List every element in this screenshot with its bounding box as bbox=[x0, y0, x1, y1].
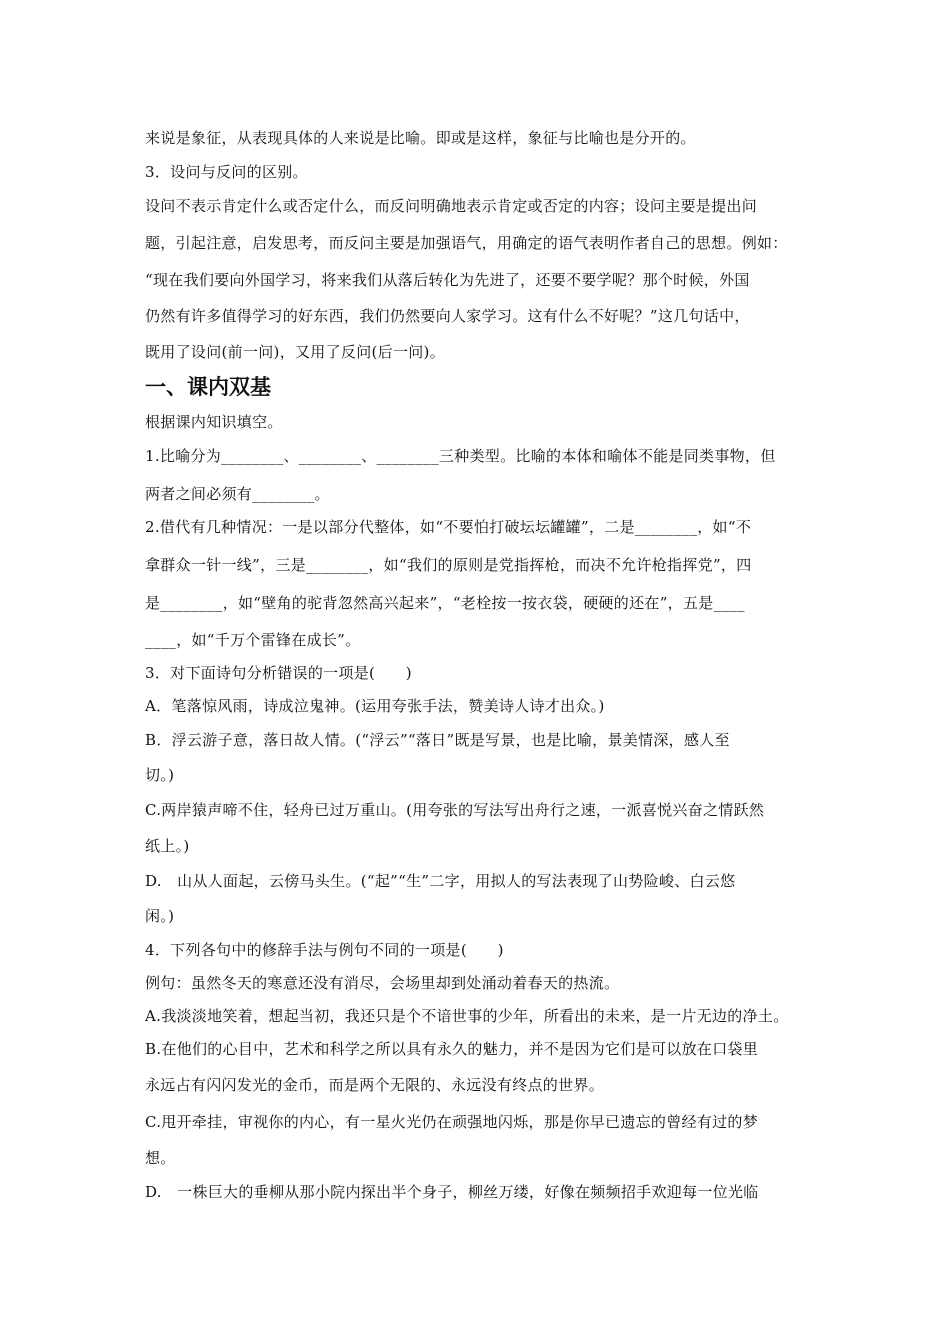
option-c-continued: 纸上。) bbox=[145, 837, 190, 855]
question-stem: 4．下列各句中的修辞手法与例句不同的一项是( ) bbox=[145, 941, 504, 959]
option-b: B．浮云游子意，落日故人情。(“浮云”“落日”既是写景，也是比喻，景美情深，感人至 bbox=[145, 731, 730, 749]
option-d: D. 山从人面起，云傍马头生。(“起”“生”二字，用拟人的写法表现了山势险峻、白云悠 bbox=[145, 872, 736, 890]
option-d-continued: 闲。) bbox=[145, 907, 175, 925]
paragraph-line: 设问不表示肯定什么或否定什么，而反问明确地表示肯定或否定的内容；设问主要是提出问 bbox=[145, 197, 758, 215]
question-line: 两者之间必须有________。 bbox=[145, 485, 330, 503]
option-a: A.我淡淡地笑着，想起当初，我还只是个不谙世事的少年，所看出的未来，是一片无边的净土。 bbox=[145, 1007, 789, 1025]
paragraph-line: 来说是象征，从表现具体的人来说是比喻。即或是这样，象征与比喻也是分开的。 bbox=[145, 129, 696, 147]
paragraph-line: 仍然有许多值得学习的好东西，我们仍然要向人家学习。这有什么不好呢？”这几句话中， bbox=[145, 307, 750, 325]
option-a: A．笔落惊风雨，诗成泣鬼神。(运用夸张手法，赞美诗人诗才出众。) bbox=[145, 697, 605, 715]
question-line: 是________，如“壁角的驼背忽然高兴起来”，“老栓按一按衣袋，硬硬的还在”，五是____ bbox=[145, 594, 745, 612]
question-line: ____，如“千万个雷锋在成长”。 bbox=[145, 631, 361, 649]
option-c: C.两岸猿声啼不住，轻舟已过万重山。(用夸张的写法写出舟行之速，一派喜悦兴奋之情跃然 bbox=[145, 801, 765, 819]
paragraph-line: 既用了设问(前一问)，又用了反问(后一问)。 bbox=[145, 343, 446, 361]
paragraph-line: “现在我们要向外国学习，将来我们从落后转化为先进了，还要不要学呢？那个时候，外国 bbox=[145, 271, 750, 289]
section-heading: 一、课内双基 bbox=[145, 375, 271, 399]
option-c-continued: 想。 bbox=[145, 1149, 176, 1167]
instruction-line: 根据课内知识填空。 bbox=[145, 413, 283, 431]
example-sentence: 例句：虽然冬天的寒意还没有消尽，会场里却到处涌动着春天的热流。 bbox=[145, 974, 620, 992]
question-line: 拿群众一针一线”，三是________，如“我们的原则是党指挥枪，而决不允许枪指挥党”，四 bbox=[145, 556, 752, 574]
option-b-continued: 切。) bbox=[145, 766, 175, 784]
paragraph-line: 题，引起注意，启发思考，而反问主要是加强语气，用确定的语气表明作者自己的思想。例如： bbox=[145, 234, 788, 252]
option-b-continued: 永远占有闪闪发光的金币，而是两个无限的、永远没有终点的世界。 bbox=[145, 1076, 605, 1094]
question-line: 1.比喻分为________、________、________三种类型。比喻的本体和喻体不能是同类事物，但 bbox=[145, 447, 776, 465]
option-b: B.在他们的心目中，艺术和科学之所以具有永久的魅力，并不是因为它们是可以放在口袋里 bbox=[145, 1040, 759, 1058]
option-d: D. 一株巨大的垂柳从那小院内探出半个身子，柳丝万缕，好像在频频招手欢迎每一位光临 bbox=[145, 1183, 759, 1201]
section-subheading: 3．设问与反问的区别。 bbox=[145, 163, 308, 181]
question-stem: 3．对下面诗句分析错误的一项是( ) bbox=[145, 664, 412, 682]
question-line: 2.借代有几种情况：一是以部分代整体，如“不要怕打破坛坛罐罐”，二是________，如“不 bbox=[145, 518, 752, 536]
option-c: C.甩开牵挂，审视你的内心，有一星火光仍在顽强地闪烁，那是你早已遗忘的曾经有过的梦 bbox=[145, 1113, 759, 1131]
